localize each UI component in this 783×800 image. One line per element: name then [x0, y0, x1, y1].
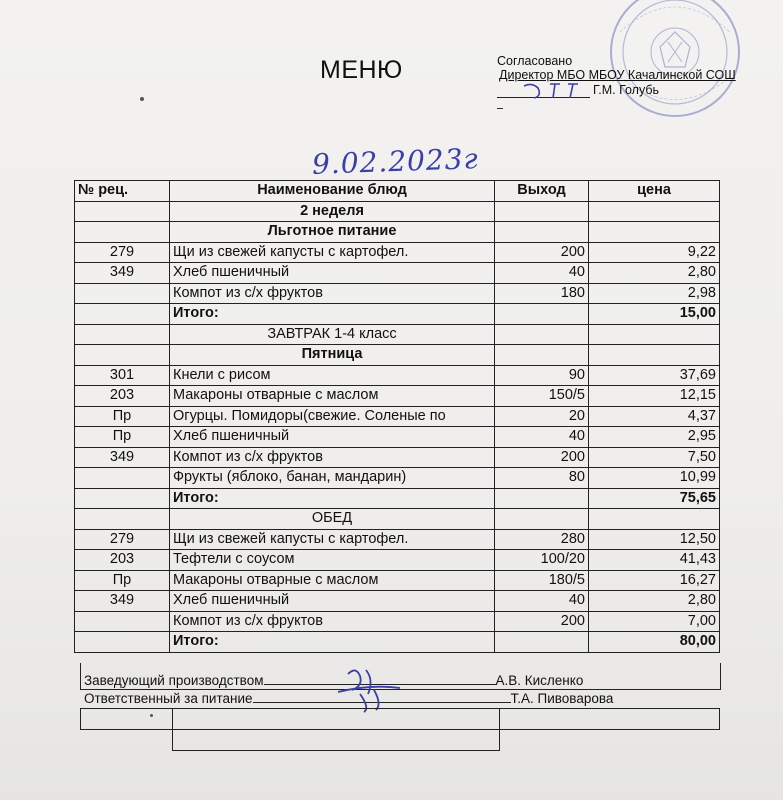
day-label: Пятница — [170, 345, 495, 366]
table-row — [75, 283, 720, 304]
recipe-number — [75, 283, 170, 304]
portion: 150/5 — [495, 386, 589, 407]
portion: 80 — [495, 468, 589, 489]
approval-director: Директор МБО МБОУ Качалинской СОШ — [499, 68, 736, 82]
price: 37,69 — [589, 365, 720, 386]
recipe-number — [75, 611, 170, 632]
price: 12,15 — [589, 386, 720, 407]
section-preferential-label: Льготное питание — [170, 222, 495, 243]
portion: 100/20 — [495, 550, 589, 571]
dish-name: Фрукты (яблоко, банан, мандарин) — [170, 468, 495, 489]
total-price: 80,00 — [589, 632, 720, 653]
table-row — [75, 406, 720, 427]
price: 41,43 — [589, 550, 720, 571]
section-row — [75, 509, 720, 530]
total-row — [75, 632, 720, 653]
portion: 200 — [495, 611, 589, 632]
portion: 280 — [495, 529, 589, 550]
recipe-number — [75, 468, 170, 489]
menu-table — [74, 180, 720, 653]
handwritten-signature — [330, 664, 420, 714]
portion: 90 — [495, 365, 589, 386]
table-row — [75, 447, 720, 468]
recipe-number: Пр — [75, 427, 170, 448]
day-row — [75, 345, 720, 366]
portion: 200 — [495, 447, 589, 468]
section-breakfast-label: ЗАВТРАК 1-4 класс — [170, 324, 495, 345]
blank-row — [81, 730, 720, 751]
approval-title: Согласовано — [497, 54, 573, 68]
dish-name: Тефтели с соусом — [170, 550, 495, 571]
recipe-number: 203 — [75, 550, 170, 571]
portion: 40 — [495, 427, 589, 448]
price: 16,27 — [589, 570, 720, 591]
footer-responsible-label: Ответственный за питание — [84, 691, 253, 706]
price: 2,95 — [589, 427, 720, 448]
recipe-number: 279 — [75, 529, 170, 550]
total-label: Итого: — [170, 488, 495, 509]
ink-spot — [140, 97, 144, 101]
table-row — [75, 550, 720, 571]
footer-responsible-name: Т.А. Пивоварова — [510, 691, 614, 706]
portion: 180/5 — [495, 570, 589, 591]
price: 7,00 — [589, 611, 720, 632]
section-row — [75, 222, 720, 243]
table-row — [75, 570, 720, 591]
dish-name: Огурцы. Помидоры(свежие. Соленые по — [170, 406, 495, 427]
price: 4,37 — [589, 406, 720, 427]
blank-row — [81, 709, 720, 730]
dash-mark — [497, 108, 503, 109]
dish-name: Компот из с/х фруктов — [170, 447, 495, 468]
dish-name: Компот из с/х фруктов — [170, 283, 495, 304]
page-title: МЕНЮ — [320, 56, 403, 84]
total-row — [75, 304, 720, 325]
price: 10,99 — [589, 468, 720, 489]
portion: 180 — [495, 283, 589, 304]
dish-name: Макароны отварные с маслом — [170, 386, 495, 407]
official-stamp — [590, 0, 750, 122]
director-signature — [520, 80, 590, 102]
price: 2,98 — [589, 283, 720, 304]
dish-name: Хлеб пшеничный — [170, 427, 495, 448]
table-row — [75, 242, 720, 263]
table-row — [75, 263, 720, 284]
portion: 40 — [495, 591, 589, 612]
portion: 20 — [495, 406, 589, 427]
recipe-number: 301 — [75, 365, 170, 386]
footer-production-name: А.В. Кисленко — [495, 673, 584, 688]
dish-name: Хлеб пшеничный — [170, 263, 495, 284]
handwritten-date: 9.02.2023г — [311, 142, 480, 181]
week-label: 2 неделя — [170, 201, 495, 222]
header-dish-name: Наименование блюд — [170, 181, 495, 202]
approval-name: Г.М. Голубь — [593, 83, 660, 97]
recipe-number: 203 — [75, 386, 170, 407]
table-row — [75, 365, 720, 386]
total-price: 75,65 — [589, 488, 720, 509]
table-row — [75, 591, 720, 612]
section-row — [75, 324, 720, 345]
table-row — [75, 427, 720, 448]
table-row — [75, 386, 720, 407]
price: 2,80 — [589, 591, 720, 612]
price: 7,50 — [589, 447, 720, 468]
recipe-number: 279 — [75, 242, 170, 263]
recipe-number: Пр — [75, 406, 170, 427]
week-row — [75, 201, 720, 222]
section-lunch-label: ОБЕД — [170, 509, 495, 530]
recipe-number: Пр — [75, 570, 170, 591]
price: 2,80 — [589, 263, 720, 284]
header-price: цена — [589, 181, 720, 202]
total-price: 15,00 — [589, 304, 720, 325]
price: 9,22 — [589, 242, 720, 263]
dish-name: Макароны отварные с маслом — [170, 570, 495, 591]
total-label: Итого: — [170, 304, 495, 325]
table-row — [75, 611, 720, 632]
table-header-row — [75, 181, 720, 202]
total-label: Итого: — [170, 632, 495, 653]
dish-name: Хлеб пшеничный — [170, 591, 495, 612]
recipe-number: 349 — [75, 263, 170, 284]
dish-name: Компот из с/х фруктов — [170, 611, 495, 632]
recipe-number: 349 — [75, 591, 170, 612]
blank-table — [80, 708, 720, 751]
portion: 200 — [495, 242, 589, 263]
dish-name: Щи из свежей капусты с картофел. — [170, 529, 495, 550]
price: 12,50 — [589, 529, 720, 550]
recipe-number: 349 — [75, 447, 170, 468]
ink-spot — [150, 714, 153, 717]
table-row — [75, 529, 720, 550]
dish-name: Кнели с рисом — [170, 365, 495, 386]
header-portion: Выход — [495, 181, 589, 202]
total-row — [75, 488, 720, 509]
portion: 40 — [495, 263, 589, 284]
header-recipe-number: № рец. — [75, 181, 170, 202]
footer-production-label: Заведующий производством — [84, 673, 264, 688]
dish-name: Щи из свежей капусты с картофел. — [170, 242, 495, 263]
table-row — [75, 468, 720, 489]
